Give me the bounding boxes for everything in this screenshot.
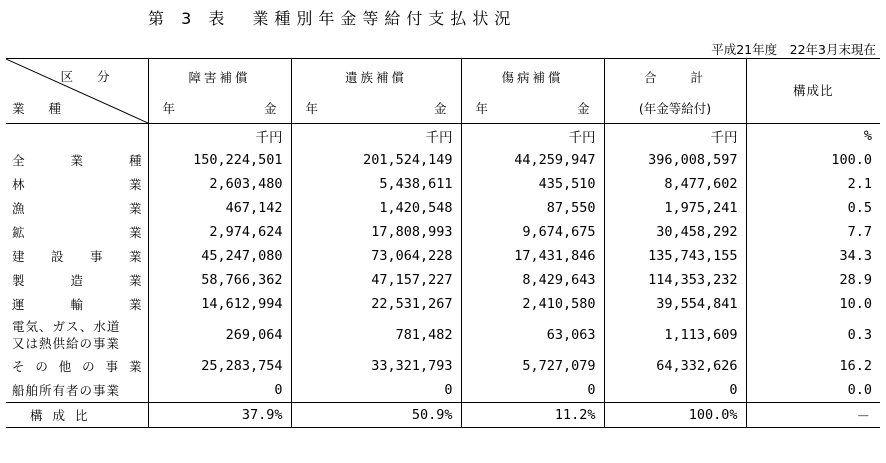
row-label: 建 設 事 業 — [12, 249, 142, 264]
payment-table — [6, 58, 880, 428]
row-label-line2: 又は熱供給の事業 — [12, 336, 121, 351]
row-label-line1: 電気、ガス、水道 — [12, 319, 121, 334]
table-row: 林 業 2,603,480 5,438,611 435,510 8,477,602 2.1 — [6, 172, 880, 196]
total-label: 構成比 — [6, 403, 148, 428]
table-row: 電気、ガス、水道 又は熱供給の事業 269,064 781,482 63,063 1,113,609 0.3 — [6, 316, 880, 354]
table-row: 船舶所有者の事業 0 0 0 0 0.0 — [6, 378, 880, 403]
header-row — [6, 59, 880, 124]
table-row: 全 業 種 150,224,501 201,524,149 44,259,947 396,008,597 100.0 — [6, 148, 880, 172]
unit-row: 千円 千円 千円 千円 % — [6, 124, 880, 149]
col-header-disability: 障害補償 年 金 — [148, 59, 291, 124]
row-label: 漁 業 — [12, 201, 142, 216]
col-header-survivor: 遺族補償 年 金 — [291, 59, 461, 124]
col-header-total: 合 計 (年金等給付) — [604, 59, 746, 124]
table-row: そ の 他 の 事 業 25,283,754 33,321,793 5,727,079 64,332,626 16.2 — [6, 354, 880, 378]
page-title: 第 3 表 業種別年金等給付支払状況 — [148, 9, 517, 28]
row-label: 運 輸 業 — [12, 297, 142, 312]
date-note: 平成21年度 22年3月末現在 — [711, 42, 876, 57]
table-row: 漁 業 467,142 1,420,548 87,550 1,975,241 0.5 — [6, 196, 880, 220]
table-row: 運 輸 業 14,612,994 22,531,267 2,410,580 39,554,841 10.0 — [6, 292, 880, 316]
row-label: 船舶所有者の事業 — [12, 383, 121, 398]
table-row: 製 造 業 58,766,362 47,157,227 8,429,643 114,353,232 28.9 — [6, 268, 880, 292]
col-header-ratio: 構成比 — [746, 59, 880, 124]
row-label: 製 造 業 — [12, 273, 142, 288]
col-header-injury: 傷病補償 年 金 — [461, 59, 604, 124]
corner-cell — [6, 59, 148, 124]
row-label: 鉱 業 — [12, 225, 142, 240]
total-row: 構成比 37.9% 50.9% 11.2% 100.0% － — [6, 403, 880, 428]
row-label: そ の 他 の 事 業 — [12, 359, 142, 374]
row-label: 林 業 — [12, 177, 142, 192]
row-label: 全 業 種 — [12, 153, 142, 168]
table-row: 鉱 業 2,974,624 17,808,993 9,674,675 30,458,292 7.7 — [6, 220, 880, 244]
corner-bottom-label: 業種 — [12, 101, 86, 116]
corner-top-label: 区分 — [60, 69, 134, 84]
table-row: 建 設 事 業 45,247,080 73,064,228 17,431,846 135,743,155 34.3 — [6, 244, 880, 268]
